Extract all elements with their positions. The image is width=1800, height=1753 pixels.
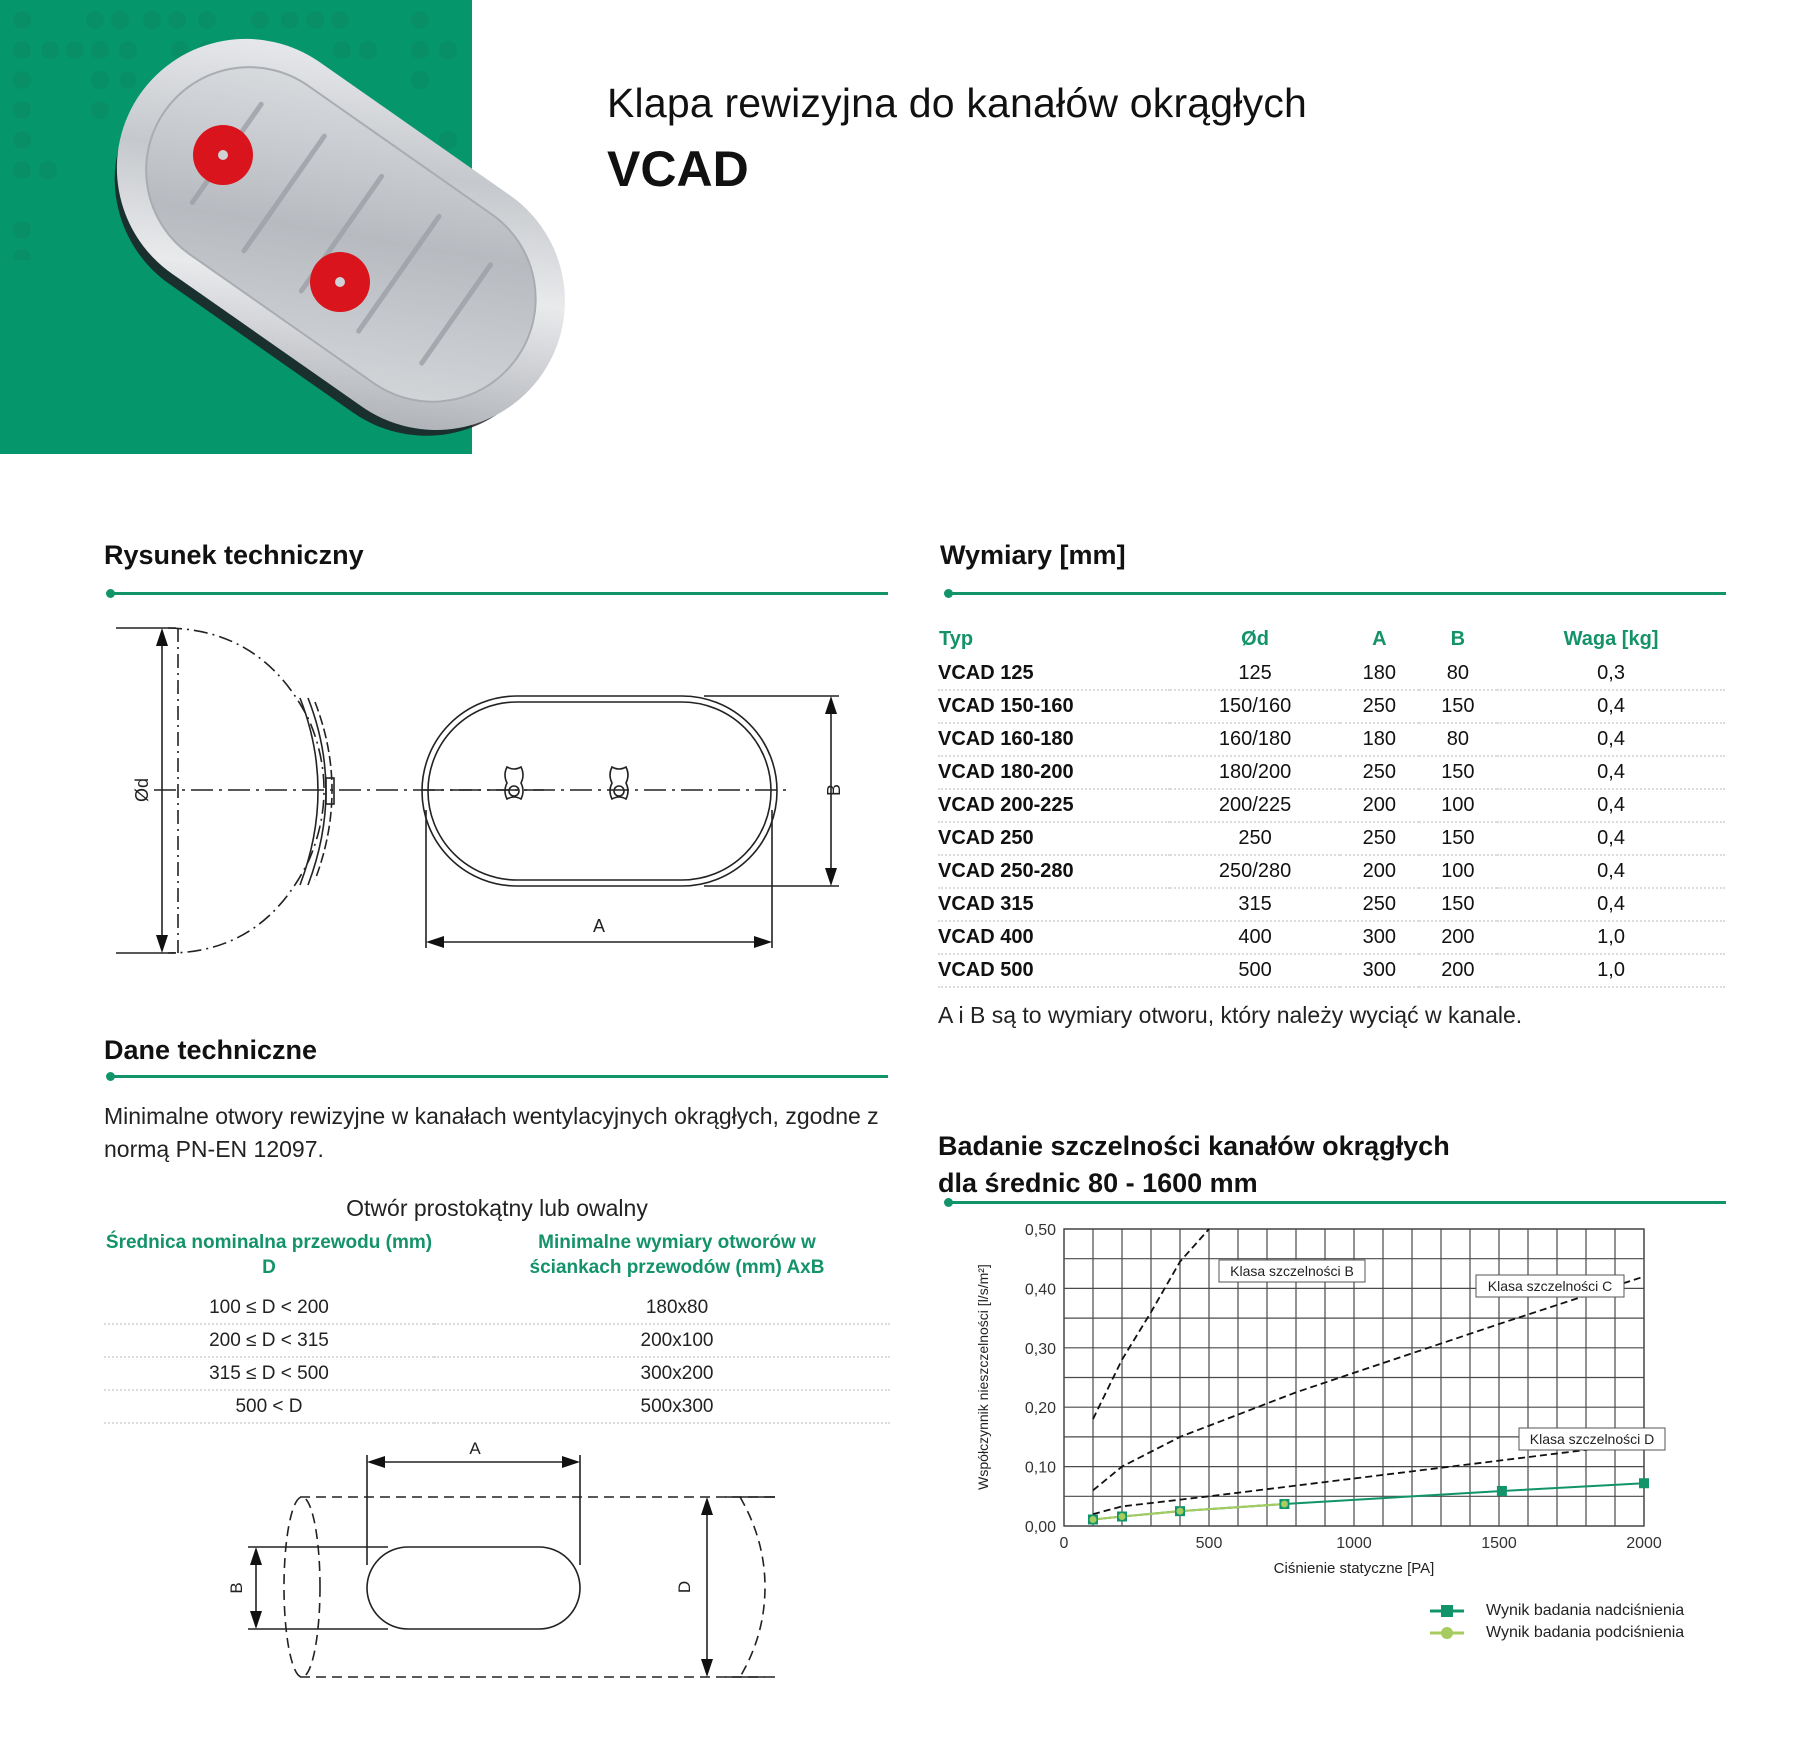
technical-data-description: Minimalne otwory rewizyjne w kanałach wentylacyjnych okrągłych, zgodne z normą PN-EN 12097.	[104, 1103, 879, 1162]
column-header: Waga [kg]	[1563, 627, 1659, 650]
table-cell: 250	[1340, 822, 1419, 855]
data-point-circle	[1177, 1508, 1184, 1515]
legend-label: Wynik badania podciśnienia	[1486, 1624, 1685, 1641]
column-header: A	[1372, 627, 1387, 650]
table-cell: 0,4	[1497, 756, 1725, 789]
table-cell: 300	[1340, 954, 1419, 987]
product-photo	[95, 20, 565, 480]
table-cell: VCAD 500	[938, 954, 1170, 987]
data-point-circle	[1281, 1501, 1288, 1508]
technical-drawing	[104, 610, 904, 970]
column-header: Minimalne wymiary otworów w ściankach przewodów (mm) AxB	[529, 1232, 825, 1278]
table-row	[938, 855, 1725, 888]
y-tick-label: 0,00	[1024, 1519, 1056, 1536]
x-tick-label: 500	[1195, 1535, 1223, 1552]
section-heading-technical-data: Dane techniczne	[104, 1035, 318, 1065]
table-cell: 500x300	[434, 1390, 890, 1423]
column-header: Typ	[939, 627, 974, 650]
legend-circle-marker-icon	[1430, 1626, 1464, 1640]
table-cell: 150	[1419, 690, 1498, 723]
table-cell: 315 ≤ D < 500	[104, 1357, 434, 1390]
section-divider	[108, 592, 888, 595]
chart-legend	[1430, 1600, 1684, 1644]
data-point-circle	[1090, 1516, 1097, 1523]
table-cell: 200	[1419, 921, 1498, 954]
height-label: B	[824, 783, 844, 797]
legend-item-underpressure	[1430, 1622, 1684, 1644]
table-cell: 0,4	[1497, 690, 1725, 723]
red-knob-2	[310, 252, 370, 312]
table-cell: 0,4	[1497, 723, 1725, 756]
x-tick-label: 0	[1059, 1535, 1069, 1552]
table-cell: 80	[1419, 658, 1498, 690]
table-cell: 250	[1340, 756, 1419, 789]
table-row	[104, 1390, 890, 1423]
section-divider	[946, 592, 1726, 595]
table-cell: VCAD 180-200	[938, 756, 1170, 789]
table-row	[938, 888, 1725, 921]
table-cell: 200	[1340, 789, 1419, 822]
y-axis-label: Współczynnik nieszczelności [l/s/m²]	[975, 1264, 991, 1490]
section-heading-drawing: Rysunek techniczny	[104, 540, 364, 570]
table-cell: 100	[1419, 855, 1498, 888]
product-code: VCAD	[607, 141, 749, 197]
red-knob-1	[193, 125, 253, 185]
chart-title-line-2: dla średnic 80 - 1600 mm	[938, 1168, 1258, 1198]
table-cell: 250	[1170, 822, 1340, 855]
table-cell: 300	[1340, 921, 1419, 954]
table-header-row	[938, 620, 1725, 658]
table-cell: 150	[1419, 822, 1498, 855]
table-cell: 180/200	[1170, 756, 1340, 789]
chart-title	[938, 1128, 1450, 1202]
column-header: Ød	[1241, 627, 1269, 650]
table-cell: 180x80	[434, 1292, 890, 1324]
table-row	[938, 658, 1725, 690]
x-tick-label: 2000	[1626, 1535, 1662, 1552]
opening-type-subtitle: Otwór prostokątny lub owalny	[346, 1195, 648, 1221]
table-cell: 100	[1419, 789, 1498, 822]
width-label: A	[592, 916, 606, 936]
dimensions-note: A i B są to wymiary otworu, który należy wyciąć w kanale.	[938, 1002, 1523, 1028]
table-header-row	[104, 1230, 890, 1292]
table-row	[938, 723, 1725, 756]
section-heading-dimensions: Wymiary [mm]	[940, 540, 1126, 570]
y-tick-label: 0,10	[1024, 1459, 1056, 1477]
table-cell: 315	[1170, 888, 1340, 921]
table-cell: 500 < D	[104, 1390, 434, 1423]
x-axis-ticks	[1060, 1535, 1662, 1552]
x-axis-label: Ciśnienie statyczne [PA]	[1273, 1560, 1435, 1577]
section-divider	[946, 1201, 1726, 1204]
table-cell: 1,0	[1497, 954, 1725, 987]
table-cell: VCAD 250-280	[938, 855, 1170, 888]
table-cell: 1,0	[1497, 921, 1725, 954]
table-row	[938, 789, 1725, 822]
table-cell: 0,3	[1497, 658, 1725, 690]
legend-item-overpressure	[1430, 1600, 1684, 1622]
table-cell: VCAD 160-180	[938, 723, 1170, 756]
table-row	[938, 690, 1725, 723]
diameter-label: Ød	[132, 777, 152, 803]
legend-square-marker-icon	[1430, 1604, 1464, 1618]
y-axis-ticks	[1025, 1222, 1056, 1536]
table-row	[938, 756, 1725, 789]
opening-diagram	[220, 1440, 780, 1700]
table-cell: 160/180	[1170, 723, 1340, 756]
minimum-openings-table	[104, 1230, 890, 1424]
table-cell: VCAD 315	[938, 888, 1170, 921]
annotation-label: Klasa szczelności B	[1230, 1263, 1354, 1279]
leakage-chart	[960, 1215, 1680, 1595]
table-cell: 0,4	[1497, 888, 1725, 921]
table-cell: 150/160	[1170, 690, 1340, 723]
table-cell: 180	[1340, 723, 1419, 756]
table-cell: 400	[1170, 921, 1340, 954]
column-header: Średnica nominalna przewodu (mm) D	[105, 1232, 433, 1278]
section-divider	[108, 1075, 888, 1078]
table-row	[104, 1324, 890, 1357]
table-cell: 0,4	[1497, 855, 1725, 888]
dimension-d-label: D	[675, 1580, 694, 1594]
table-cell: 100 ≤ D < 200	[104, 1292, 434, 1324]
annotation-label: Klasa szczelności D	[1529, 1431, 1655, 1447]
legend-label: Wynik badania nadciśnienia	[1486, 1602, 1685, 1619]
table-cell: 200/225	[1170, 789, 1340, 822]
table-row	[938, 822, 1725, 855]
table-cell: 150	[1419, 756, 1498, 789]
data-point-square	[1639, 1478, 1649, 1488]
data-point-square	[1497, 1486, 1507, 1496]
data-point-circle	[1119, 1513, 1126, 1520]
y-tick-label: 0,40	[1024, 1281, 1056, 1299]
table-cell: VCAD 150-160	[938, 690, 1170, 723]
y-tick-label: 0,30	[1024, 1340, 1056, 1358]
table-row	[938, 921, 1725, 954]
table-cell: 500	[1170, 954, 1340, 987]
table-cell: VCAD 250	[938, 822, 1170, 855]
y-tick-label: 0,20	[1024, 1400, 1056, 1418]
page-title: Klapa rewizyjna do kanałów okrągłych	[607, 80, 1308, 126]
table-cell: VCAD 400	[938, 921, 1170, 954]
table-cell: 0,4	[1497, 822, 1725, 855]
table-row	[938, 954, 1725, 987]
y-tick-label: 0,50	[1024, 1222, 1056, 1239]
dimensions-table	[938, 620, 1725, 988]
dimension-a-label: A	[469, 1440, 481, 1458]
table-row	[104, 1292, 890, 1324]
x-tick-label: 1000	[1336, 1535, 1372, 1552]
table-cell: 125	[1170, 658, 1340, 690]
table-cell: 80	[1419, 723, 1498, 756]
table-cell: VCAD 125	[938, 658, 1170, 690]
table-cell: VCAD 200-225	[938, 789, 1170, 822]
table-cell: 180	[1340, 658, 1419, 690]
x-tick-label: 1500	[1481, 1535, 1517, 1552]
table-cell: 200	[1419, 954, 1498, 987]
table-cell: 300x200	[434, 1357, 890, 1390]
table-cell: 200 ≤ D < 315	[104, 1324, 434, 1357]
column-header: B	[1450, 627, 1466, 650]
chart-title-line-1: Badanie szczelności kanałów okrągłych	[938, 1131, 1450, 1161]
table-row	[104, 1357, 890, 1390]
table-cell: 250	[1340, 888, 1419, 921]
dimension-b-label: B	[227, 1582, 246, 1594]
table-cell: 250	[1340, 690, 1419, 723]
table-cell: 200x100	[434, 1324, 890, 1357]
table-cell: 150	[1419, 888, 1498, 921]
annotation-label: Klasa szczelności C	[1487, 1278, 1613, 1294]
table-cell: 0,4	[1497, 789, 1725, 822]
table-cell: 200	[1340, 855, 1419, 888]
table-cell: 250/280	[1170, 855, 1340, 888]
